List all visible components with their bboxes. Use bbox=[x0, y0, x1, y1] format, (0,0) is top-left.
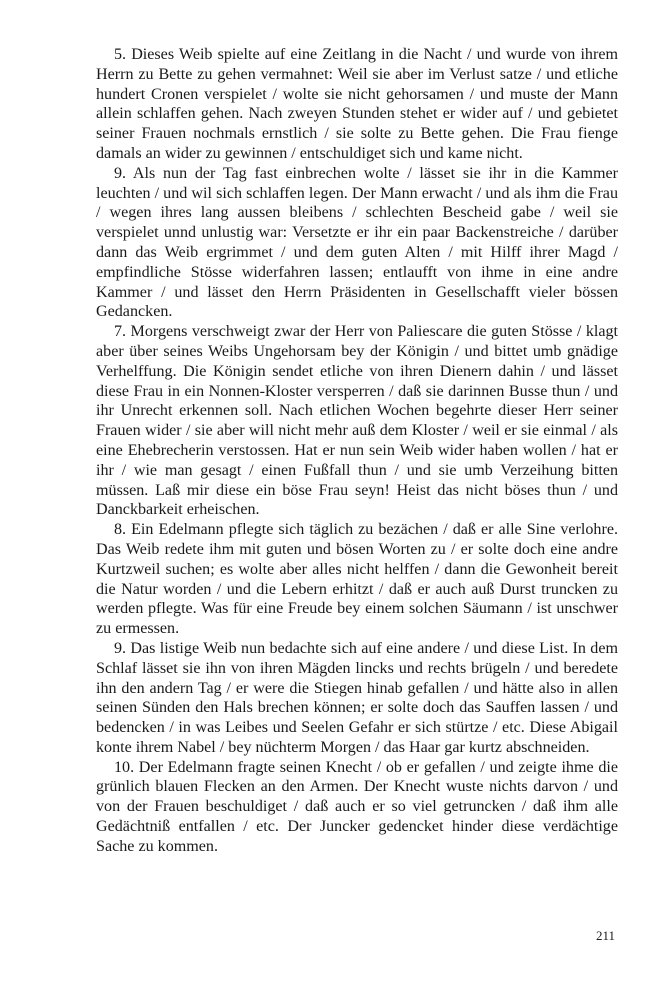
paragraph-7: 7. Morgens verschweigt zwar der Herr von Paliescare die guten Stösse / klagt aber über seines Weibs Ungehorsam bey der Königin / und bittet umb gnädige Verhelffung. Die Königin sendet etliche von ihren Dienern dahin / und lässet diese Frau in ein Nonnen-Kloster versperren / daß sie darinnen Busse thun / und ihr Unrecht erkennen soll. Nach etlichen Wochen begehrte dieser Herr seiner Frauen wider / sie aber will nicht mehr auß dem Kloster / weil er sie einmal / als eine Ehebrecherin verstossen. Hat er nun sein Weib wider haben wollen / hat er ihr / wie man gesagt / einen Fußfall thun / und sie umb Verzeihung bitten müssen. Laß mir diese ein böse Frau seyn! Heist das nicht böses thun / und Danckbarkeit erheischen. bbox=[96, 323, 618, 519]
paragraph-8: 8. Ein Edelmann pflegte sich täglich zu bezächen / daß er alle Sine verlohre. Das Weib redete ihm mit guten und bösen Worten zu / er solte doch eine andre Kurtzweil suchen; es wolte aber alles nicht helffen / dann die Gewonheit bereit die Natur worden / und die Lebern erhitzt / daß er auch auß Durst truncken zu werden pflegte. Was für eine Freude bey einem solchen Säumann / ist unschwer zu ermessen. bbox=[96, 521, 618, 638]
page-number: 211 bbox=[595, 928, 615, 943]
paragraph-9b: 9. Das listige Weib nun bedachte sich auf eine andere / und diese List. In dem Schlaf lässet sie ihn von ihren Mägden lincks und rechts brügeln / und beredete ihn den andern Tag / er were die Stiegen hinab gefallen / und hätte also in allen seinen Sünden den Hals brechen können; er solte doch das Sauffen lassen / und bedencken / in was Leibes und Seelen Gefahr er sich stürtze / etc. Diese Abigail konte ihrem Nabel / bey nüchterm Morgen / das Haar gar kurtz abschneiden. bbox=[96, 639, 618, 756]
paragraph-5: 5. Dieses Weib spielte auf eine Zeitlang in die Nacht / und wurde von ihrem Herrn zu Bette zu gehen vermahnet: Weil sie aber im Verlust satze / und etliche hundert Cronen verspielet / wolte sie nicht gehorsamen / und muste der Mann allein schlaffen gehen. Nach zweyen Stunden stehet er wider auf / und gebietet seiner Frauen nochmals ernstlich / sie solte zu Bette gehen. Die Frau fienge damals an wider zu gewinnen / entschuldiget sich und kame nicht. bbox=[96, 46, 618, 162]
paragraph-10: 10. Der Edelmann fragte seinen Knecht / ob er gefallen / und zeigte ihme die grünlich blauen Flecken an den Armen. Der Knecht wuste nichts darvon / und von der Frauen beschuldiget / daß auch er so viel getruncken / daß ihm alle Gedächtniß entfallen / etc. Der Juncker gedencket hinder diese verdächtige Sache zu kommen. bbox=[96, 758, 618, 855]
body-text bbox=[96, 45, 618, 857]
paragraph-9a: 9. Als nun der Tag fast einbrechen wolte / lässet sie ihr in die Kammer leuchten / und wil sich schlaffen legen. Der Mann erwacht / und als ihm die Frau / wegen ihres lang aussen bleibens / schlechten Bescheid gabe / weil sie verspielet unnd unlustig war: Versetzte er ihr ein paar Backenstreiche / darüber dann das Weib ergrimmet / und dem guten Alten / mit Hilff ihrer Magd / empfindliche Stösse widerfahren lassen; entlaufft von ihme in eine andre Kammer / und lässet den Herrn Präsidenten in Gesellschafft vieler bössen Gedancken. bbox=[96, 164, 618, 321]
